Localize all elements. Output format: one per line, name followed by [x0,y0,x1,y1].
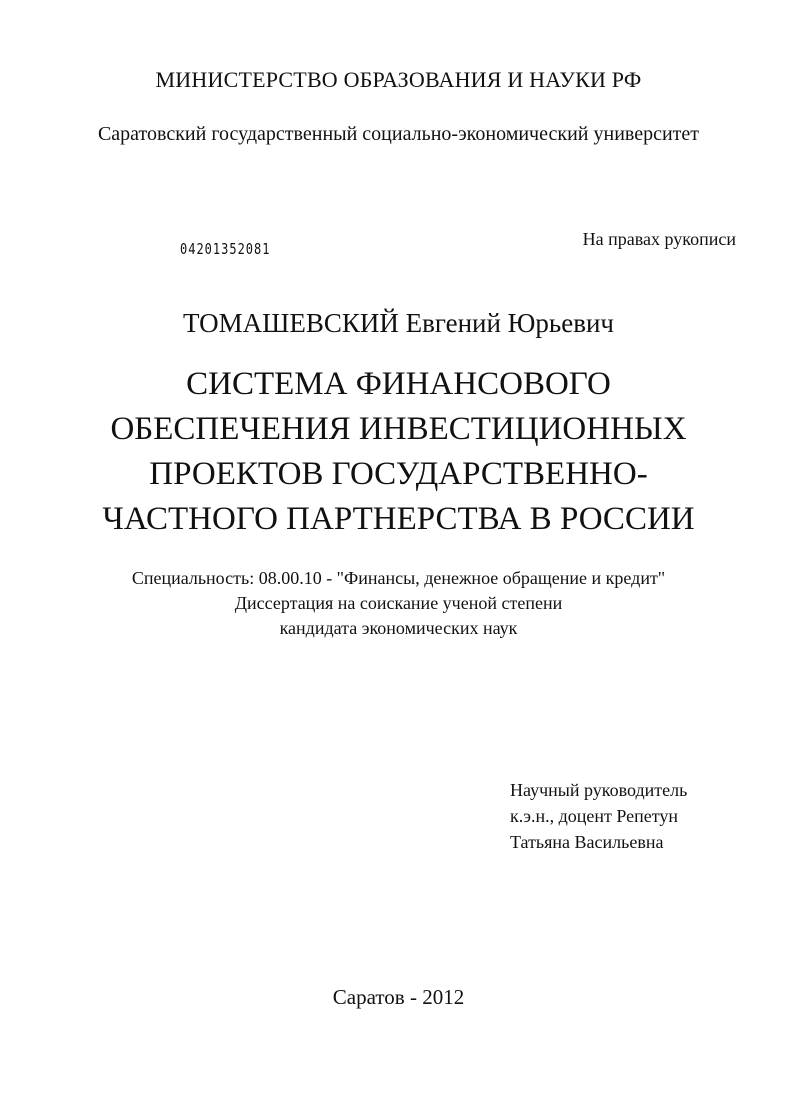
ministry-name: МИНИСТЕРСТВО ОБРАЗОВАНИЯ И НАУКИ РФ [155,67,642,92]
university-name: Саратовский государственный социально-экономический университет [97,123,700,145]
degree-field-line: кандидата экономических наук [279,618,518,638]
author-name: ТОМАШЕВСКИЙ Евгений Юрьевич [182,308,614,338]
title-line: СИСТЕМА ФИНАНСОВОГО [186,366,611,402]
manuscript-note: На правах рукописи [582,229,736,249]
specialty-line: Специальность: 08.00.10 - "Финансы, денежное обращение и кредит" [131,568,666,588]
catalog-code: 04201352081 [180,240,271,258]
title-line: ПРОЕКТОВ ГОСУДАРСТВЕННО- [149,456,648,492]
supervisor-name: Татьяна Васильевна [510,832,664,852]
specialty-block [0,566,797,641]
supervisor-block [510,777,687,855]
title-line: ЧАСТНОГО ПАРТНЕРСТВА В РОССИИ [102,501,695,537]
supervisor-degree: к.э.н., доцент Репетун [510,806,679,826]
degree-line: Диссертация на соискание ученой степени [234,593,563,613]
supervisor-label: Научный руководитель [510,780,688,800]
title-line: ОБЕСПЕЧЕНИЯ ИНВЕСТИЦИОННЫХ [110,411,687,447]
city-year: Саратов - 2012 [332,985,465,1009]
dissertation-title [0,362,797,542]
